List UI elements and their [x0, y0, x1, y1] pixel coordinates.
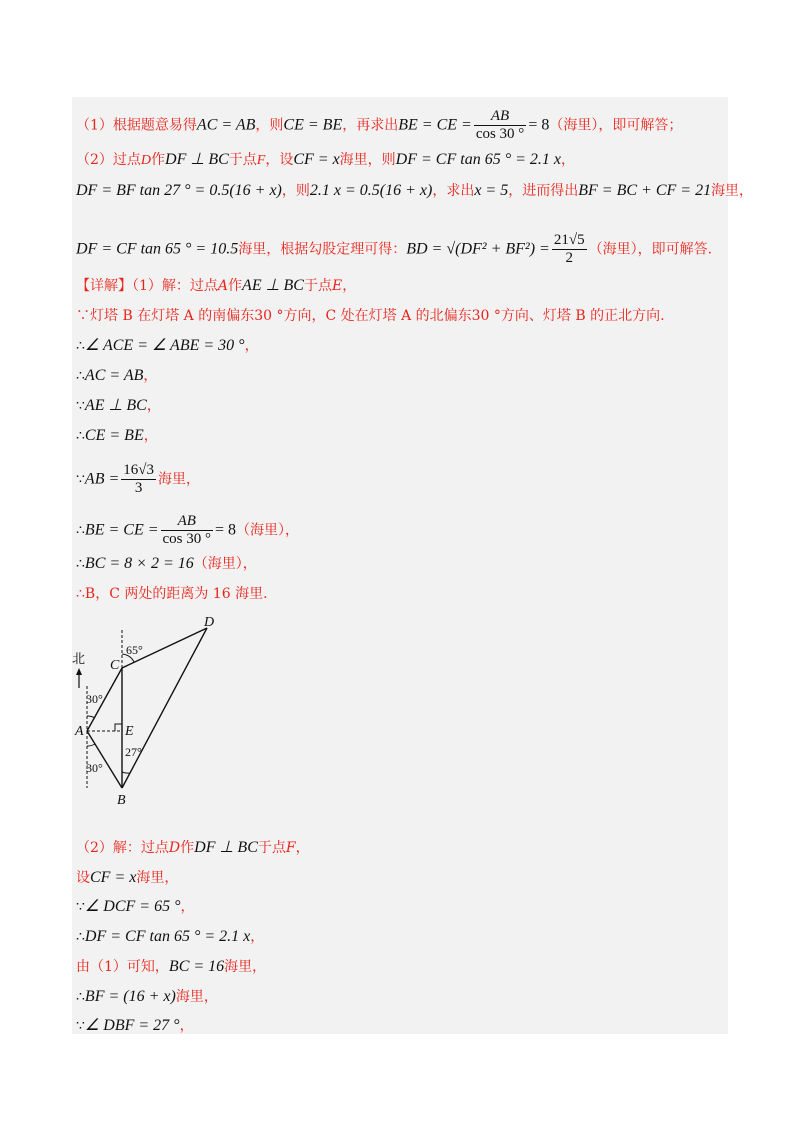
fraction-21sqrt5-over-2: $\frac{21√5}{2}$	[553, 232, 585, 266]
analysis-line-3: DF = BF tan 27 ° = 0.5(16 + x)，则2.1 x = 0.5(16 + x)，求出x = 5，进而得出BF = BC + CF = 21海里，	[76, 182, 754, 199]
angle-label-27: 27°	[125, 745, 142, 759]
detail-line-9: ∴BC = 8 × 2 = 16（海里），	[76, 555, 257, 572]
fraction-ab-cos30: $\frac{AB}{\cos 30 ^\circ}$	[475, 108, 525, 142]
detail-line-7: ∵AB = $\frac{16√3}{3}$ 海里，	[76, 462, 200, 496]
detail-line-10: ∴B，C 两处的距离为 16 海里.	[76, 586, 268, 602]
detail-line-3: ∴∠ ACE = ∠ ABE = 30 °，	[76, 337, 259, 354]
solution2-line-1: （2）解：过点D作DF ⊥ BC于点F，	[76, 839, 310, 856]
fraction-16sqrt3-over-3: $\frac{16√3}{3}$	[123, 462, 154, 496]
geometry-figure	[70, 608, 240, 813]
angle-label-30-top: 30°	[86, 692, 103, 706]
detail-tag: 【详解】	[76, 278, 132, 294]
arc-27	[122, 772, 130, 773]
north-label: 北	[72, 651, 86, 666]
solution2-line-7: ∵∠ DBF = 27 °，	[76, 1017, 194, 1034]
angle-label-30-bottom: 30°	[86, 761, 103, 775]
detail-line-1: 【详解】（1）解：过点A作AE ⊥ BC于点E，	[76, 277, 357, 294]
analysis-line-1: （1）根据题意易得AC = AB，则CE = BE，再求出BE = CE = $\frac{AB}{\cos 30 ^\circ}$ = 8（海里），即可解答；	[76, 108, 683, 142]
label-B: B	[117, 793, 126, 808]
arc-30-top	[87, 716, 95, 718]
north-arrow-icon	[76, 668, 82, 675]
analysis-line-4: DF = CF tan 65 ° = 10.5海里，根据勾股定理可得：BD = √(DF² + BF²) = $\frac{21√5}{2}$ （海里），即可解答.	[76, 232, 713, 266]
arc-30-bottom	[87, 744, 95, 746]
solution2-line-5: 由（1）可知，BC = 16海里，	[76, 958, 267, 975]
detail-line-8: ∴BE = CE = $\frac{AB}{\cos 30 ^\circ}$ = 8（海里），	[76, 513, 300, 547]
detail-line-5: ∵AE ⊥ BC，	[76, 397, 161, 414]
line-AB	[87, 731, 122, 788]
solution2-line-4: ∴DF = CF tan 65 ° = 2.1 x，	[76, 928, 265, 945]
label-D: D	[204, 615, 215, 630]
right-angle-mark	[115, 724, 122, 731]
label-E: E	[125, 724, 134, 739]
detail-line-2: ∵灯塔 B 在灯塔 A 的南偏东30 °方向，C 处在灯塔 A 的北偏东30 °方向、灯塔 B 的正北方向.	[76, 308, 665, 324]
label-C: C	[110, 658, 120, 673]
label-A: A	[75, 724, 84, 739]
analysis-line-2: （2）过点D作DF ⊥ BC于点F，设CF = x海里，则DF = CF tan 65 ° = 2.1 x，	[76, 151, 575, 168]
detail-line-4: ∴AC = AB，	[76, 367, 158, 384]
angle-label-65: 65°	[126, 643, 143, 657]
detail-line-6: ∴CE = BE，	[76, 427, 158, 444]
solution2-line-2: 设CF = x海里，	[76, 869, 179, 886]
solution2-line-6: ∴BF = (16 + x)海里，	[76, 988, 218, 1005]
solution2-line-3: ∵∠ DCF = 65 °，	[76, 898, 195, 915]
fraction-ab-cos30-detail: $\frac{AB}{\cos 30 ^\circ}$	[162, 513, 212, 547]
